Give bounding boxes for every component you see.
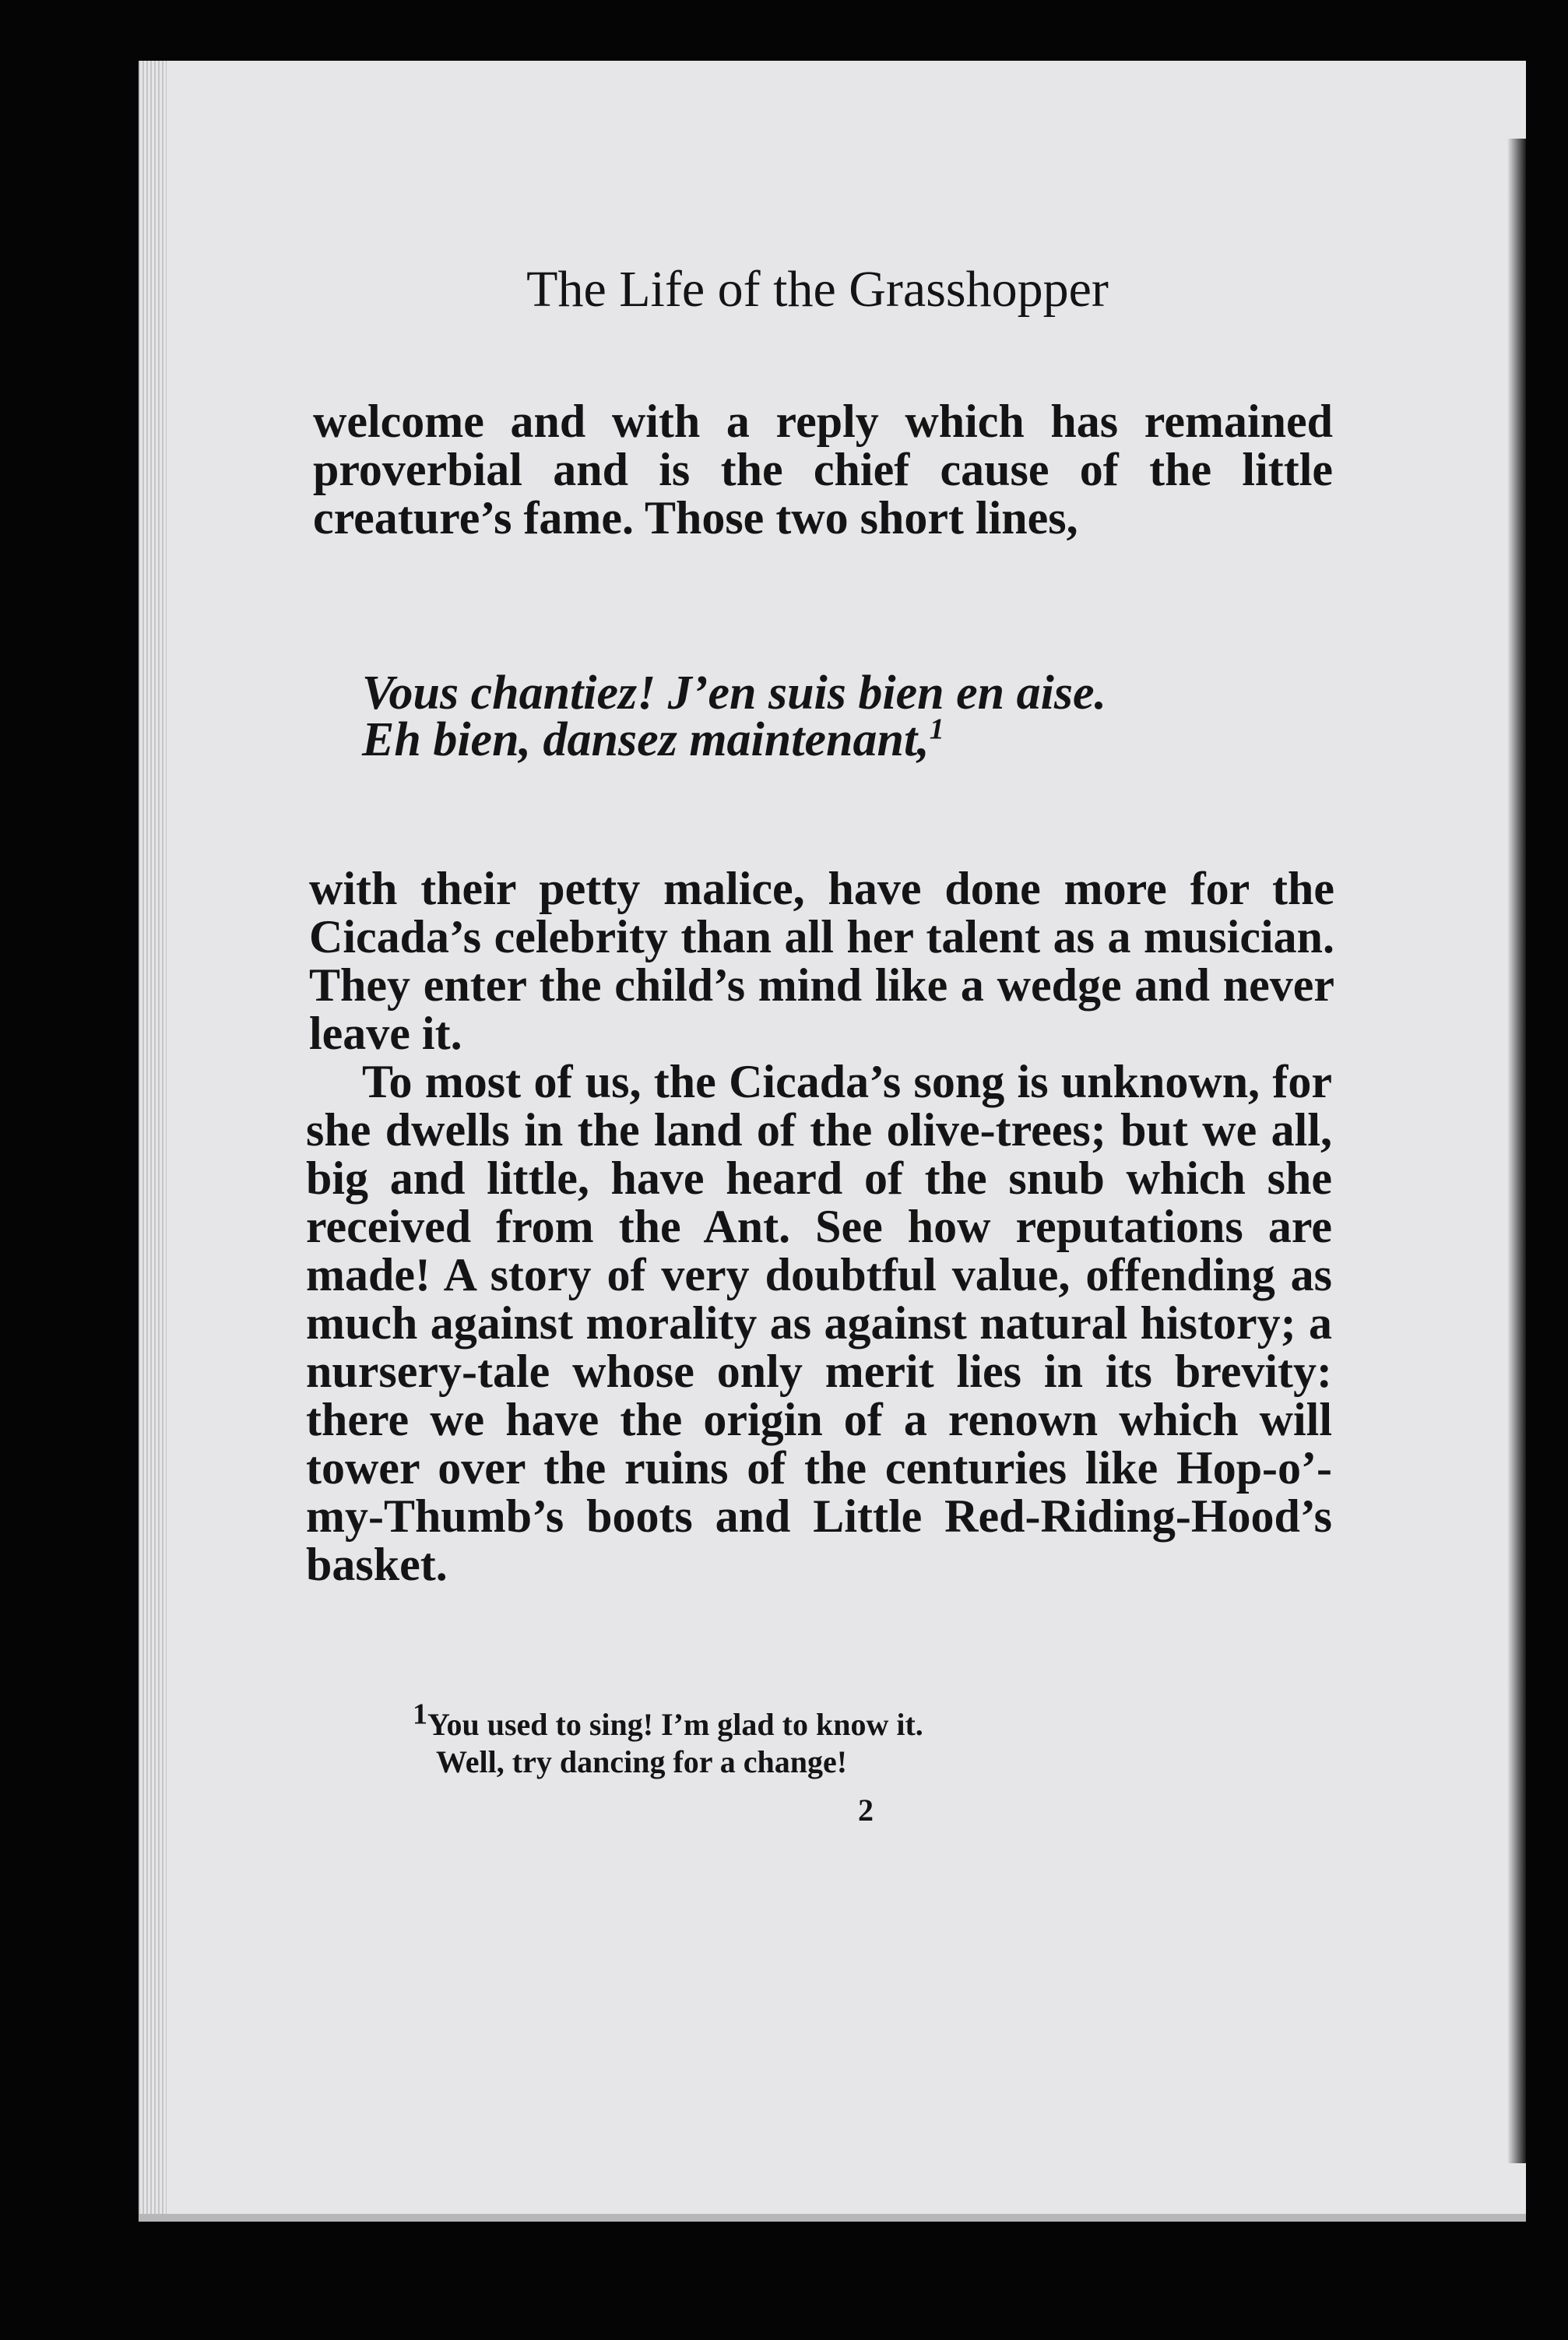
footnote-marker: 1 [413,1698,427,1731]
running-head: The Life of the Grasshopper [526,261,1109,318]
paragraph-3: To most of us, the Cicada’s song is unknown, for she dwells in the land of the olive-trees; but we all, big and little, have heard of the snub which she received from the Ant. See how reputations are made! A story of very doubtful value, offending as much against morality as against natural history; a nursery-tale whose only merit lies in its brevity: there we have the origin of a renown which will tower over the ruins of the centuries like Hop-o’-my-Thumb’s boots and Little Red-Riding-Hood’s basket. [306,1056,1332,1590]
footnote-line-2: Well, try dancing for a change! [436,1744,848,1779]
footnote-line-1 [413,1698,1191,1744]
page-bottom-edge [139,2214,1526,2222]
paragraph-1: welcome and with a reply which has remained proverbial and is the chief cause of the little creature’s fame. Those two short lines, [313,396,1333,544]
page-shadow [1507,139,1526,2163]
poem-line-2 [362,713,1335,766]
poem-quote [362,667,1335,766]
page-number: 2 [858,1793,874,1828]
footnote [413,1698,1191,1781]
footnote-line-1-text: You used to sing! I’m glad to know it. [427,1707,923,1742]
footnote-reference: 1 [929,713,944,746]
poem-line-2-text: Eh bien, dansez maintenant, [362,713,930,766]
page-edges [139,61,167,2222]
paragraph-2: with their petty malice, have done more for the Cicada’s celebrity than all her talent as a musician. They enter the child’s mind like a wedge and never leave it. [309,863,1334,1059]
poem-line-1: Vous chantiez! J’en suis bien en aise. [362,667,1107,720]
